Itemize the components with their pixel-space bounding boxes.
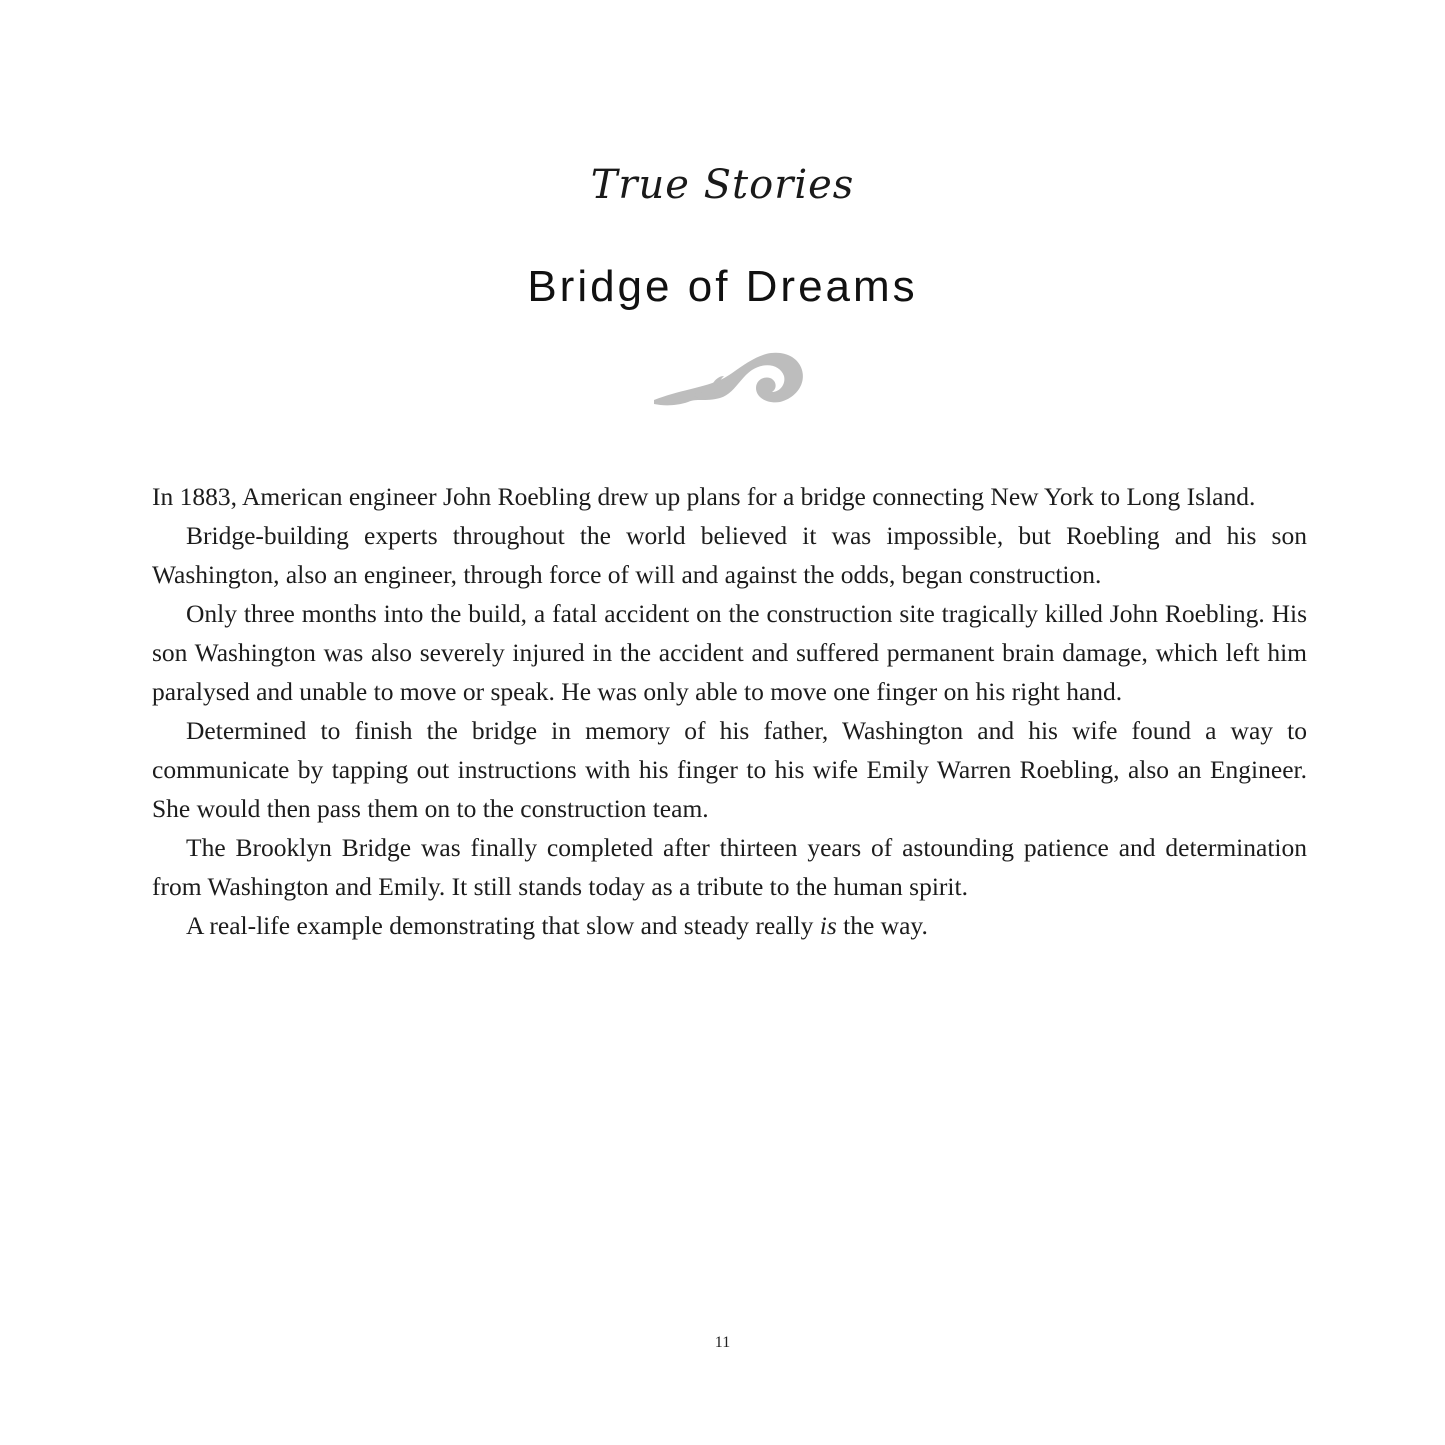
chapter-title: Bridge of Dreams	[527, 262, 918, 311]
paragraph: Bridge-building experts throughout the world believed it was impossible, but Roebling and his son Washington, also an engineer, through force of will and against the odds, began construction.	[152, 521, 1307, 589]
paragraph: The Brooklyn Bridge was finally completed after thirteen years of astounding patience and determination from Washington and Emily. It still stands today as a tribute to the human spirit.	[152, 833, 1307, 901]
paragraph: Only three months into the build, a fatal accident on the construction site tragically killed John Roebling. His son Washington was also severely injured in the accident and suffered permanent brain damage, which left him paralysed and unable to move or speak. He was only able to move one finger on his right hand.	[152, 599, 1307, 706]
paragraph: Determined to finish the bridge in memory of his father, Washington and his wife found a way to communicate by tapping out instructions with his finger to his wife Emily Warren Roebling, also an Engineer. She would then pass them on to the construction team.	[152, 716, 1307, 823]
story-body	[152, 477, 1307, 945]
paragraph-text: A real-life example demonstrating that slow and steady really	[186, 911, 820, 940]
paragraph: In 1883, American engineer John Roebling drew up plans for a bridge connecting New York to Long Island.	[152, 482, 1256, 511]
section-label: True Stories	[590, 162, 855, 208]
paragraph	[152, 906, 1307, 945]
emphasis-text: is	[819, 911, 837, 940]
swirl-ornament-icon	[650, 346, 810, 412]
page-number: 11	[714, 1334, 731, 1351]
paragraph-text: the way.	[836, 911, 928, 940]
